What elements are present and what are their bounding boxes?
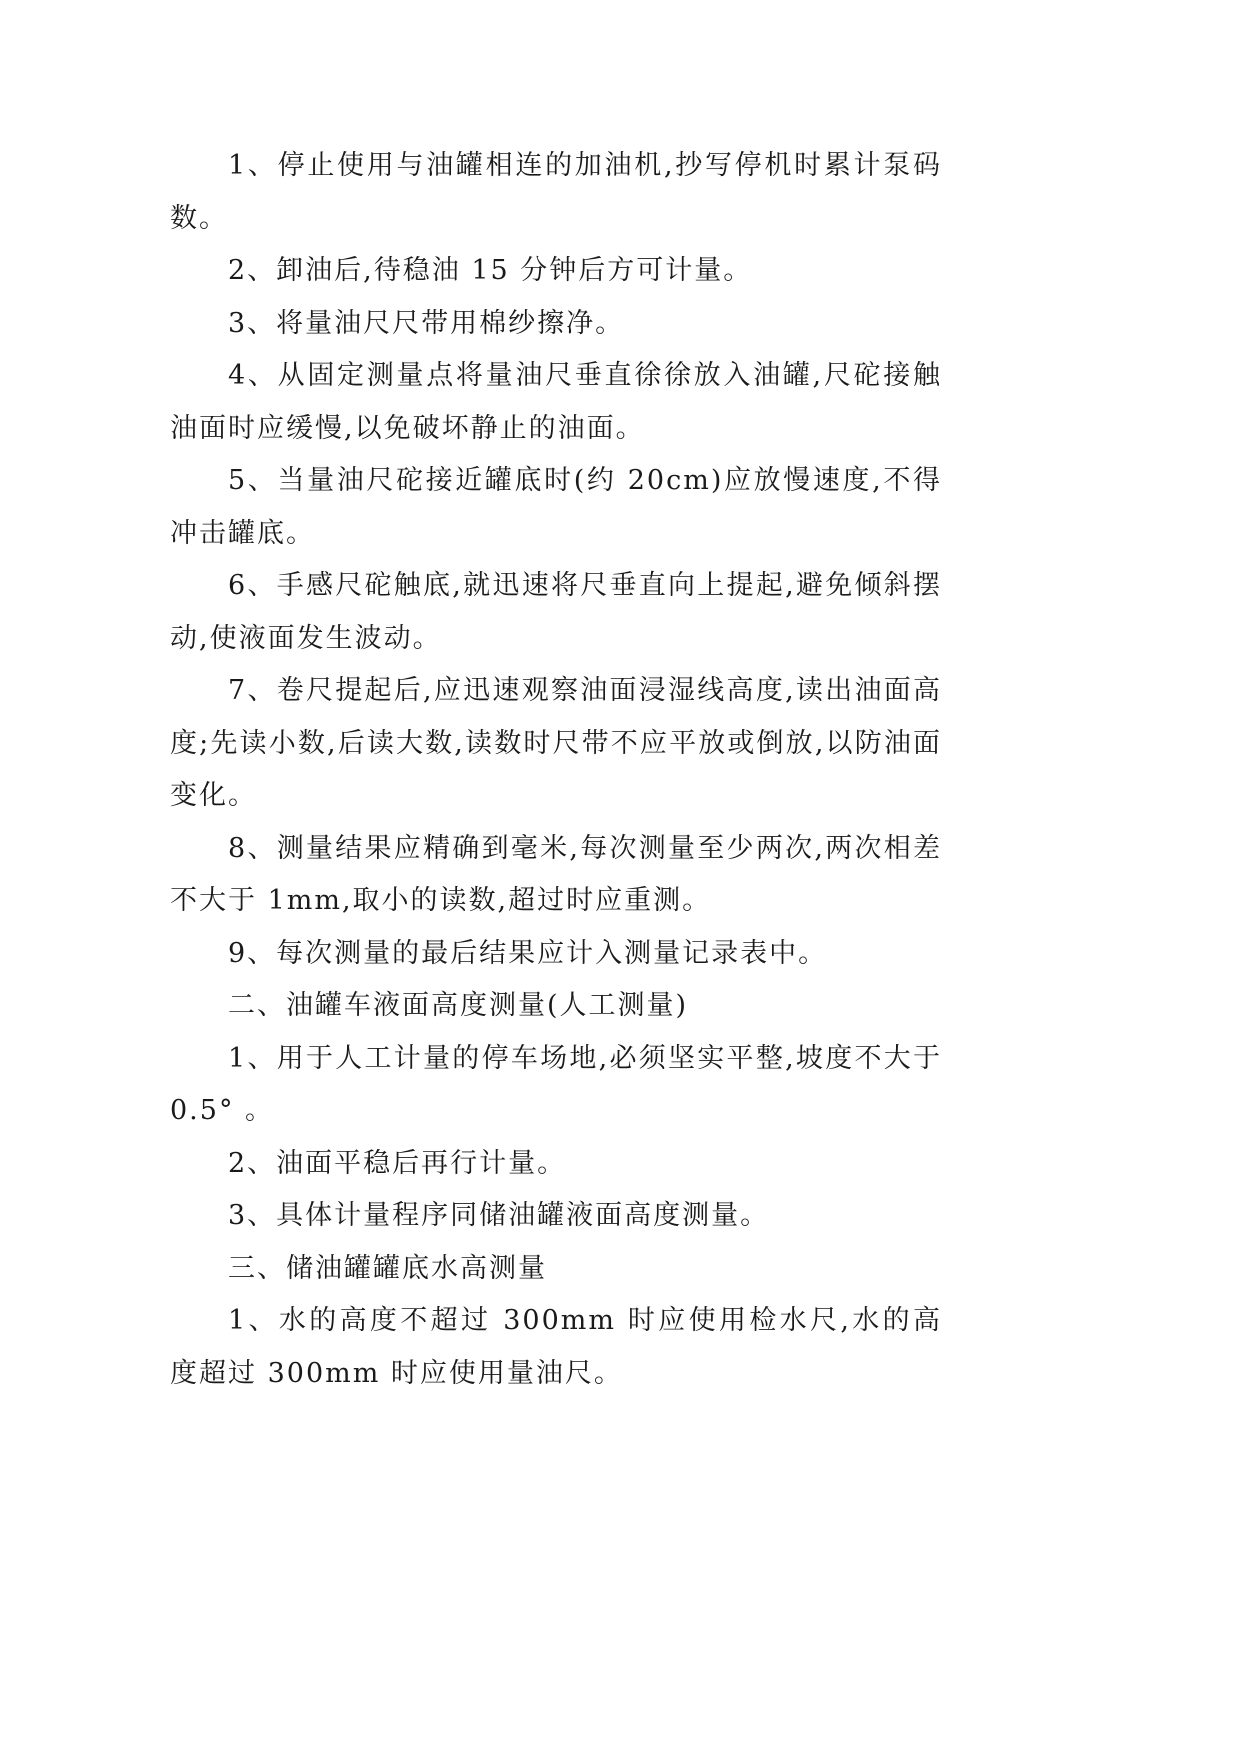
paragraph-step-5: 5、当量油尺砣接近罐底时(约 20cm)应放慢速度,不得冲击罐底。 (170, 465, 942, 549)
paragraph-tanker-step-2: 2、油面平稳后再行计量。 (228, 1147, 567, 1179)
document-page (170, 140, 942, 1400)
paragraph-step-1: 1、停止使用与油罐相连的加油机,抄写停机时累计泵码数。 (170, 150, 942, 234)
paragraph-water-step-1: 1、水的高度不超过 300mm 时应使用检水尺,水的高度超过 300mm 时应使用量油尺。 (170, 1305, 942, 1389)
paragraph-step-6: 6、手感尺砣触底,就迅速将尺垂直向上提起,避免倾斜摆动,使液面发生波动。 (170, 570, 942, 654)
paragraph-step-2: 2、卸油后,待稳油 15 分钟后方可计量。 (228, 255, 753, 286)
section-heading-tanker-level: 二、油罐车液面高度测量(人工测量) (228, 990, 689, 1021)
paragraph-step-9: 9、每次测量的最后结果应计入测量记录表中。 (228, 937, 828, 969)
paragraph-step-4: 4、从固定测量点将量油尺垂直徐徐放入油罐,尺砣接触油面时应缓慢,以免破坏静止的油面。 (170, 360, 942, 444)
paragraph-step-7: 7、卷尺提起后,应迅速观察油面浸湿线高度,读出油面高度;先读小数,后读大数,读数时尺带不应平放或倒放,以防油面变化。 (170, 675, 942, 811)
paragraph-step-8: 8、测量结果应精确到毫米,每次测量至少两次,两次相差不大于 1mm,取小的读数,超过时应重测。 (170, 832, 942, 916)
section-heading-water-level: 三、储油罐罐底水高测量 (228, 1252, 547, 1284)
paragraph-step-3: 3、将量油尺尺带用棉纱擦净。 (228, 307, 625, 339)
paragraph-tanker-step-1: 1、用于人工计量的停车场地,必须坚实平整,坡度不大于 0.5° 。 (170, 1042, 942, 1126)
paragraph-tanker-step-3: 3、具体计量程序同储油罐液面高度测量。 (228, 1200, 770, 1231)
